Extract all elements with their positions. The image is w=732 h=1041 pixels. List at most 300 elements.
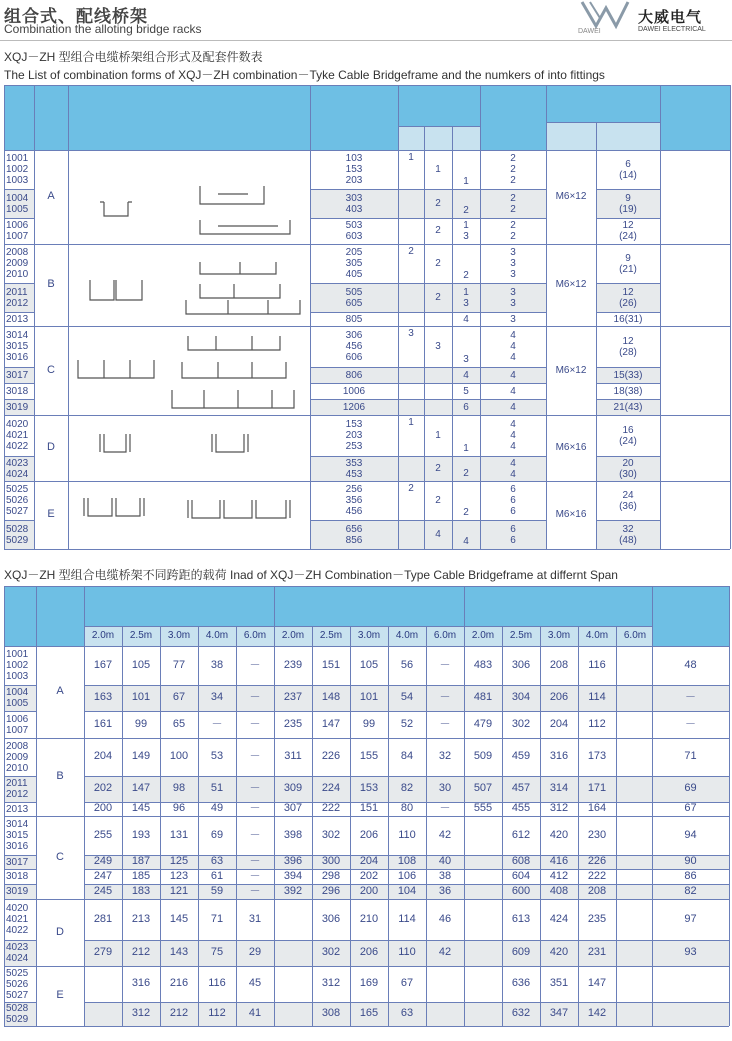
width-cell: 805 (345, 313, 363, 325)
grid-line (4, 1026, 729, 1027)
grid-line (4, 966, 729, 967)
load-value-cell: 204 (549, 717, 569, 730)
load-value-cell: 306 (321, 912, 341, 925)
bolt-qty-cell: 16(31) (613, 313, 643, 325)
side-count-cell: 2 2 (510, 192, 516, 215)
span-label: 2.0m (471, 630, 495, 641)
load-value-cell: 56 (400, 658, 414, 671)
side-count-cell: 4 4 4 (510, 419, 516, 452)
grid-line (84, 1002, 729, 1003)
grid-line (4, 738, 729, 739)
h150-cell: 2 (435, 494, 441, 506)
load-value-cell: 396 (283, 855, 303, 867)
load-value-cell: 420 (549, 828, 569, 841)
width-cell: 103 153 203 (345, 153, 363, 186)
load-value-cell: 153 (359, 782, 379, 794)
brand-name-en: DAWEI ELECTRICAL (638, 26, 706, 33)
side-count-cell: 4 (510, 385, 516, 397)
load-value-cell: 65 (172, 717, 186, 730)
load-value-cell: 148 (321, 691, 341, 703)
load-value-cell: 316 (131, 977, 151, 989)
side-count-cell: 4 (510, 401, 516, 413)
grid-line (596, 367, 660, 368)
span-label: 2.0m (281, 630, 305, 641)
load-value-cell: 509 (473, 750, 493, 762)
brand-logo-icon (580, 0, 632, 30)
load-value-cell: 302 (321, 946, 341, 958)
load-value-cell: － (439, 691, 451, 703)
load-value-cell: 52 (400, 717, 414, 730)
row-number-cell: 5025 5026 5027 (6, 484, 29, 517)
load-value-cell: 213 (131, 912, 151, 925)
load-value-cell: 604 (511, 869, 531, 882)
model-cell: B (56, 770, 64, 782)
load-value-cell: 116 (588, 658, 606, 671)
load-value-cell: 36 (438, 884, 452, 897)
grid-line (84, 626, 652, 627)
grid-line (310, 189, 546, 190)
span-label: 4.0m (395, 630, 419, 641)
load-value-cell: 163 (93, 691, 113, 703)
width-cell: 205 305 405 (345, 247, 363, 280)
span-label: 4.0m (585, 630, 609, 641)
load-value-cell: 41 (248, 1007, 262, 1019)
load-value-cell: 147 (131, 782, 151, 794)
load-value-cell: 161 (93, 717, 113, 730)
load-value-cell: 311 (284, 750, 302, 762)
row-number-cell: 3018 (6, 385, 29, 397)
load-value-cell: 67 (684, 802, 697, 814)
load-value-cell: 82 (684, 884, 697, 897)
load-value-cell: － (439, 717, 451, 730)
load-value-cell: 185 (131, 869, 151, 882)
load-value-cell: 94 (684, 828, 697, 841)
load-value-cell: 167 (93, 658, 113, 671)
load-value-cell: 608 (511, 855, 531, 867)
load-value-cell: 145 (169, 912, 189, 925)
load-value-cell: 145 (131, 802, 151, 814)
load-value-cell: 187 (131, 855, 151, 867)
load-value-cell: 151 (321, 658, 341, 671)
load-value-cell: 394 (283, 869, 303, 882)
header-divider (0, 40, 732, 41)
load-value-cell: 206 (359, 946, 379, 958)
diagram-column (68, 150, 310, 550)
load-value-cell: 222 (321, 802, 341, 814)
load-value-cell: 279 (93, 946, 113, 958)
grid-line (4, 326, 730, 327)
load-value-cell: 90 (684, 855, 697, 867)
width-cell: 656 856 (345, 523, 363, 546)
grid-line (4, 399, 34, 400)
width-cell: 306 456 606 (345, 330, 363, 363)
load-value-cell: 40 (438, 855, 452, 867)
load-value-cell: 230 (587, 828, 607, 841)
grid-line (4, 711, 36, 712)
load-value-cell: 200 (93, 802, 113, 814)
load-value-cell: 247 (93, 869, 113, 882)
load-value-cell: 302 (321, 828, 341, 841)
grid-line (4, 283, 34, 284)
h100-cell: 1 (408, 417, 414, 428)
load-value-cell: 416 (549, 855, 569, 867)
load-value-cell: 63 (400, 1007, 414, 1019)
grid-line (310, 383, 546, 384)
load-value-cell: － (439, 802, 451, 814)
grid-line (596, 283, 660, 284)
load-value-cell: 54 (400, 691, 414, 703)
width-cell: 153 203 253 (345, 419, 363, 452)
h200-cell: 2 (463, 270, 469, 281)
h100-cell: 2 (408, 483, 414, 494)
load-value-cell: 114 (398, 912, 416, 925)
load-value-cell: 307 (283, 802, 303, 814)
bolt-qty-cell: 16 (24) (619, 424, 637, 447)
load-value-cell: 97 (684, 912, 697, 925)
load-value-cell: 100 (169, 750, 189, 762)
load-value-cell: 226 (587, 855, 607, 867)
load-value-cell: 46 (438, 912, 452, 925)
load-value-cell: 281 (93, 912, 113, 925)
model-cell: B (47, 278, 55, 290)
fittings-subheader-bg (546, 122, 660, 150)
h100-cell: 3 (408, 328, 414, 339)
grid-line (4, 520, 34, 521)
load-value-cell: 206 (359, 828, 379, 841)
grid-line (4, 816, 729, 817)
load-value-cell: 98 (172, 782, 186, 794)
bolt-qty-cell: 12 (26) (619, 286, 637, 309)
fittings-subheader-bg (398, 126, 480, 150)
row-number-cell: 1004 1005 (6, 687, 29, 709)
page-title: 组合式、配线桥架 (4, 7, 148, 27)
grid-line (4, 383, 34, 384)
load-value-cell: 49 (210, 802, 224, 814)
row-number-cell: 5028 5029 (6, 1003, 29, 1025)
width-cell: 1206 (342, 401, 366, 413)
load-value-cell: 34 (210, 691, 224, 703)
side-count-cell: 2 2 2 (510, 153, 516, 186)
load-value-cell: 104 (397, 884, 417, 897)
model-cell: A (56, 685, 64, 697)
bolt-qty-cell: 12 (24) (619, 220, 637, 242)
load-value-cell: － (685, 691, 696, 703)
tray-diagram-b-single (90, 280, 142, 300)
bolt-qty-cell: 32 (48) (619, 523, 637, 546)
grid-line (660, 85, 661, 549)
grid-line (596, 520, 660, 521)
load-value-cell: 314 (549, 782, 569, 794)
span-label: 3.0m (547, 630, 571, 641)
grid-line (729, 586, 730, 1026)
bolt-qty-cell: 21(43) (613, 401, 643, 413)
load-value-cell: 147 (321, 717, 341, 730)
span-label: 6.0m (433, 630, 457, 641)
load-value-cell: 206 (549, 691, 569, 703)
row-number-cell: 2008 2009 2010 (6, 740, 29, 774)
row-number-cell: 4023 4024 (6, 942, 29, 964)
grid-line (546, 122, 660, 123)
load-value-cell: 239 (283, 658, 303, 671)
h100-cell: 1 (408, 152, 414, 163)
bolt-qty-cell: 6 (14) (619, 158, 637, 181)
h200-cell: 3 (463, 354, 469, 365)
load-value-cell: 296 (321, 884, 341, 897)
load-value-cell: 412 (549, 869, 569, 882)
grid-line (4, 869, 36, 870)
load-value-cell: 304 (511, 691, 531, 703)
grid-line (4, 218, 34, 219)
load-value-cell: 226 (321, 750, 341, 762)
span-label: 2.5m (319, 630, 343, 641)
model-cell: A (47, 190, 55, 202)
load-value-cell: 69 (684, 782, 697, 794)
width-cell: 505 605 (345, 286, 363, 309)
load-value-cell: 164 (587, 802, 607, 814)
load-value-cell: 208 (549, 658, 569, 671)
load-value-cell: 245 (93, 884, 113, 897)
grid-line (4, 150, 730, 151)
side-count-cell: 4 4 4 (510, 330, 516, 363)
load-value-cell: 424 (549, 912, 569, 925)
load-value-cell: － (249, 750, 261, 762)
bolt-spec-cell: M6×12 (555, 191, 587, 202)
grid-line (4, 415, 730, 416)
load-value-cell: 392 (283, 884, 303, 897)
side-count-cell: 4 4 (510, 457, 516, 480)
load-value-cell: 77 (172, 658, 186, 671)
bolt-qty-cell: 9 (21) (619, 252, 637, 275)
h200-cell: 1 3 (463, 220, 469, 242)
grid-line (4, 586, 729, 587)
load-value-cell: 143 (169, 946, 189, 958)
bolt-qty-cell: 15(33) (613, 369, 643, 381)
load-value-cell: 69 (210, 828, 224, 841)
load-value-cell: 42 (438, 946, 452, 958)
h200-cell: 1 (463, 176, 469, 187)
load-value-cell: 555 (473, 802, 493, 814)
load-value-cell: － (249, 658, 261, 671)
load-value-cell: － (439, 658, 451, 671)
load-value-cell: 298 (321, 869, 341, 882)
side-count-cell: 4 (510, 369, 516, 381)
width-cell: 503 603 (345, 220, 363, 242)
grid-line (310, 218, 546, 219)
load-value-cell: 237 (283, 691, 303, 703)
load-value-cell: 612 (511, 828, 531, 841)
width-cell: 1006 (342, 385, 366, 397)
grid-line (730, 85, 731, 549)
grid-line (398, 126, 480, 127)
row-number-cell: 1006 1007 (6, 713, 29, 736)
grid-line (4, 367, 34, 368)
load-value-cell: 48 (684, 658, 697, 671)
load-value-cell: 59 (210, 884, 224, 897)
h150-cell: 1 (435, 429, 441, 441)
tray-diagram-e-multi (188, 500, 290, 518)
h150-cell: 1 (435, 163, 441, 175)
load-value-cell: 82 (400, 782, 414, 794)
grid-line (310, 283, 546, 284)
load-value-cell: 309 (283, 782, 303, 794)
load-value-cell: 45 (248, 977, 262, 989)
h200-cell: 4 (463, 313, 469, 325)
bolt-spec-cell: M6×16 (555, 509, 587, 520)
row-number-cell: 4020 4021 4022 (6, 419, 29, 452)
load-value-cell: 312 (131, 1007, 151, 1019)
h150-cell: 2 (435, 462, 441, 474)
width-cell: 256 356 456 (345, 484, 363, 517)
brand-name: 大威电气 (638, 8, 703, 26)
load-value-cell: 38 (210, 658, 224, 671)
row-number-cell: 4020 4021 4022 (6, 903, 29, 936)
width-cell: 806 (345, 369, 363, 381)
row-number-cell: 1004 1005 (6, 192, 29, 215)
load-value-cell: － (685, 717, 696, 730)
load-value-cell: 302 (511, 717, 531, 730)
row-number-cell: 5028 5029 (6, 523, 29, 546)
load-value-cell: 351 (549, 977, 569, 989)
bolt-qty-cell: 18(38) (613, 385, 643, 397)
load-value-cell: 204 (359, 855, 379, 867)
page-subtitle: Combination the alloting bridge racks (4, 22, 202, 36)
load-value-cell: 99 (362, 717, 376, 730)
load-value-cell: 481 (473, 691, 493, 703)
load-value-cell: 125 (169, 855, 189, 867)
load-value-cell: 149 (131, 750, 151, 762)
load-value-cell: 632 (511, 1007, 531, 1019)
load-value-cell: 165 (359, 1007, 379, 1019)
tray-diagram-a-double (200, 186, 290, 234)
load-value-cell: 255 (93, 828, 113, 841)
load-value-cell: 31 (248, 912, 262, 925)
load-value-cell: 142 (587, 1007, 607, 1019)
table2-caption: XQJ－ZH 型组合电缆桥架不同跨距的载荷 Inad of XQJ－ZH Combination－Type Cable Bridgeframe at differnt Span (4, 568, 618, 582)
row-number-cell: 3018 (6, 871, 29, 882)
side-count-cell: 2 2 (510, 220, 516, 242)
bolt-spec-cell: M6×16 (555, 442, 587, 453)
load-value-cell: 112 (208, 1007, 226, 1019)
row-number-cell: 5025 5026 5027 (6, 967, 29, 1001)
row-number-cell: 3014 3015 3016 (6, 330, 29, 363)
load-value-cell: 212 (169, 1007, 189, 1019)
bolt-qty-cell: 9 (19) (619, 192, 637, 215)
width-cell: 353 453 (345, 457, 363, 480)
load-value-cell: 29 (248, 946, 262, 958)
load-value-cell: 71 (210, 912, 224, 925)
grid-line (68, 85, 69, 549)
load-value-cell: 235 (283, 717, 303, 730)
grid-line (84, 776, 729, 777)
load-value-cell: － (249, 782, 261, 794)
load-value-cell: 169 (359, 977, 379, 989)
bolt-qty-cell: 24 (36) (619, 489, 637, 512)
load-value-cell: 75 (210, 946, 224, 958)
row-number-cell: 2011 2012 (6, 778, 29, 800)
h200-cell: 1 (463, 443, 469, 454)
load-value-cell: 101 (359, 691, 379, 703)
bolt-qty-cell: 20 (30) (619, 457, 637, 480)
h150-cell: 3 (435, 340, 441, 352)
load-value-cell: 420 (549, 946, 569, 958)
load-value-cell: 30 (438, 782, 452, 794)
table1-caption-cn: XQJ－ZH 型组合电缆桥架组合形式及配套件数表 (4, 50, 263, 64)
load-value-cell: 80 (400, 802, 414, 814)
load-value-cell: 121 (169, 884, 189, 897)
bolt-qty-cell: 12 (28) (619, 335, 637, 358)
load-value-cell: 32 (438, 750, 452, 762)
grid-line (4, 189, 34, 190)
table1-caption-en: The List of combination forms of XQJ－ZH combination－Tyke Cable Bridgeframe and the numkers of into fittings (4, 68, 605, 82)
load-value-cell: － (249, 828, 261, 841)
load-value-cell: 316 (549, 750, 569, 762)
load-value-cell: 67 (400, 977, 414, 989)
side-count-cell: 3 3 (510, 286, 516, 309)
row-number-cell: 1006 1007 (6, 220, 29, 242)
grid-line (4, 646, 729, 647)
tray-diagram-a-single (100, 202, 132, 216)
grid-line (596, 218, 660, 219)
model-cell: D (47, 441, 55, 453)
grid-line (4, 685, 36, 686)
load-value-cell: 112 (588, 717, 606, 730)
row-number-cell: 1001 1002 1003 (6, 153, 29, 186)
load-value-cell: 71 (684, 750, 697, 762)
load-value-cell: 202 (93, 782, 113, 794)
load-value-cell: 193 (131, 828, 151, 841)
load-value-cell: 455 (511, 802, 531, 814)
load-value-cell: 123 (169, 869, 189, 882)
load-value-cell: 613 (511, 912, 531, 925)
load-value-cell: 42 (438, 828, 452, 841)
span-label: 6.0m (243, 630, 267, 641)
h150-cell: 2 (435, 257, 441, 269)
load-value-cell: 110 (398, 946, 416, 958)
load-value-cell: 224 (321, 782, 341, 794)
row-number-cell: 3019 (6, 886, 29, 897)
grid-line (4, 244, 730, 245)
load-value-cell: 86 (684, 869, 697, 882)
load-value-cell: 155 (359, 750, 379, 762)
tray-diagram-c-multi (172, 336, 294, 408)
side-count-cell: 3 3 3 (510, 247, 516, 280)
load-value-cell: 308 (321, 1007, 341, 1019)
load-value-cell: 222 (587, 869, 607, 882)
grid-line (84, 711, 729, 712)
h200-cell: 1 3 (463, 286, 469, 309)
model-cell: C (56, 850, 64, 863)
load-value-cell: 200 (359, 884, 379, 897)
h150-cell: 4 (435, 528, 441, 540)
row-number-cell: 2013 (6, 803, 29, 815)
side-count-cell: 6 6 (510, 523, 516, 546)
tray-diagram-d-double (212, 434, 248, 452)
side-count-cell: 3 (510, 313, 516, 325)
tray-diagram-d-single (100, 434, 130, 452)
load-value-cell: 636 (511, 977, 531, 989)
h200-cell: 4 (463, 536, 469, 547)
grid-line (4, 85, 730, 86)
load-value-cell: 61 (210, 869, 224, 882)
tray-diagram-b-multi (186, 262, 300, 314)
load-value-cell: 347 (549, 1007, 569, 1019)
grid-line (4, 481, 730, 482)
span-label: 4.0m (205, 630, 229, 641)
load-value-cell: 231 (587, 946, 607, 958)
load-value-cell: 408 (549, 884, 569, 897)
model-cell: D (56, 925, 64, 938)
load-value-cell: 300 (321, 855, 341, 867)
